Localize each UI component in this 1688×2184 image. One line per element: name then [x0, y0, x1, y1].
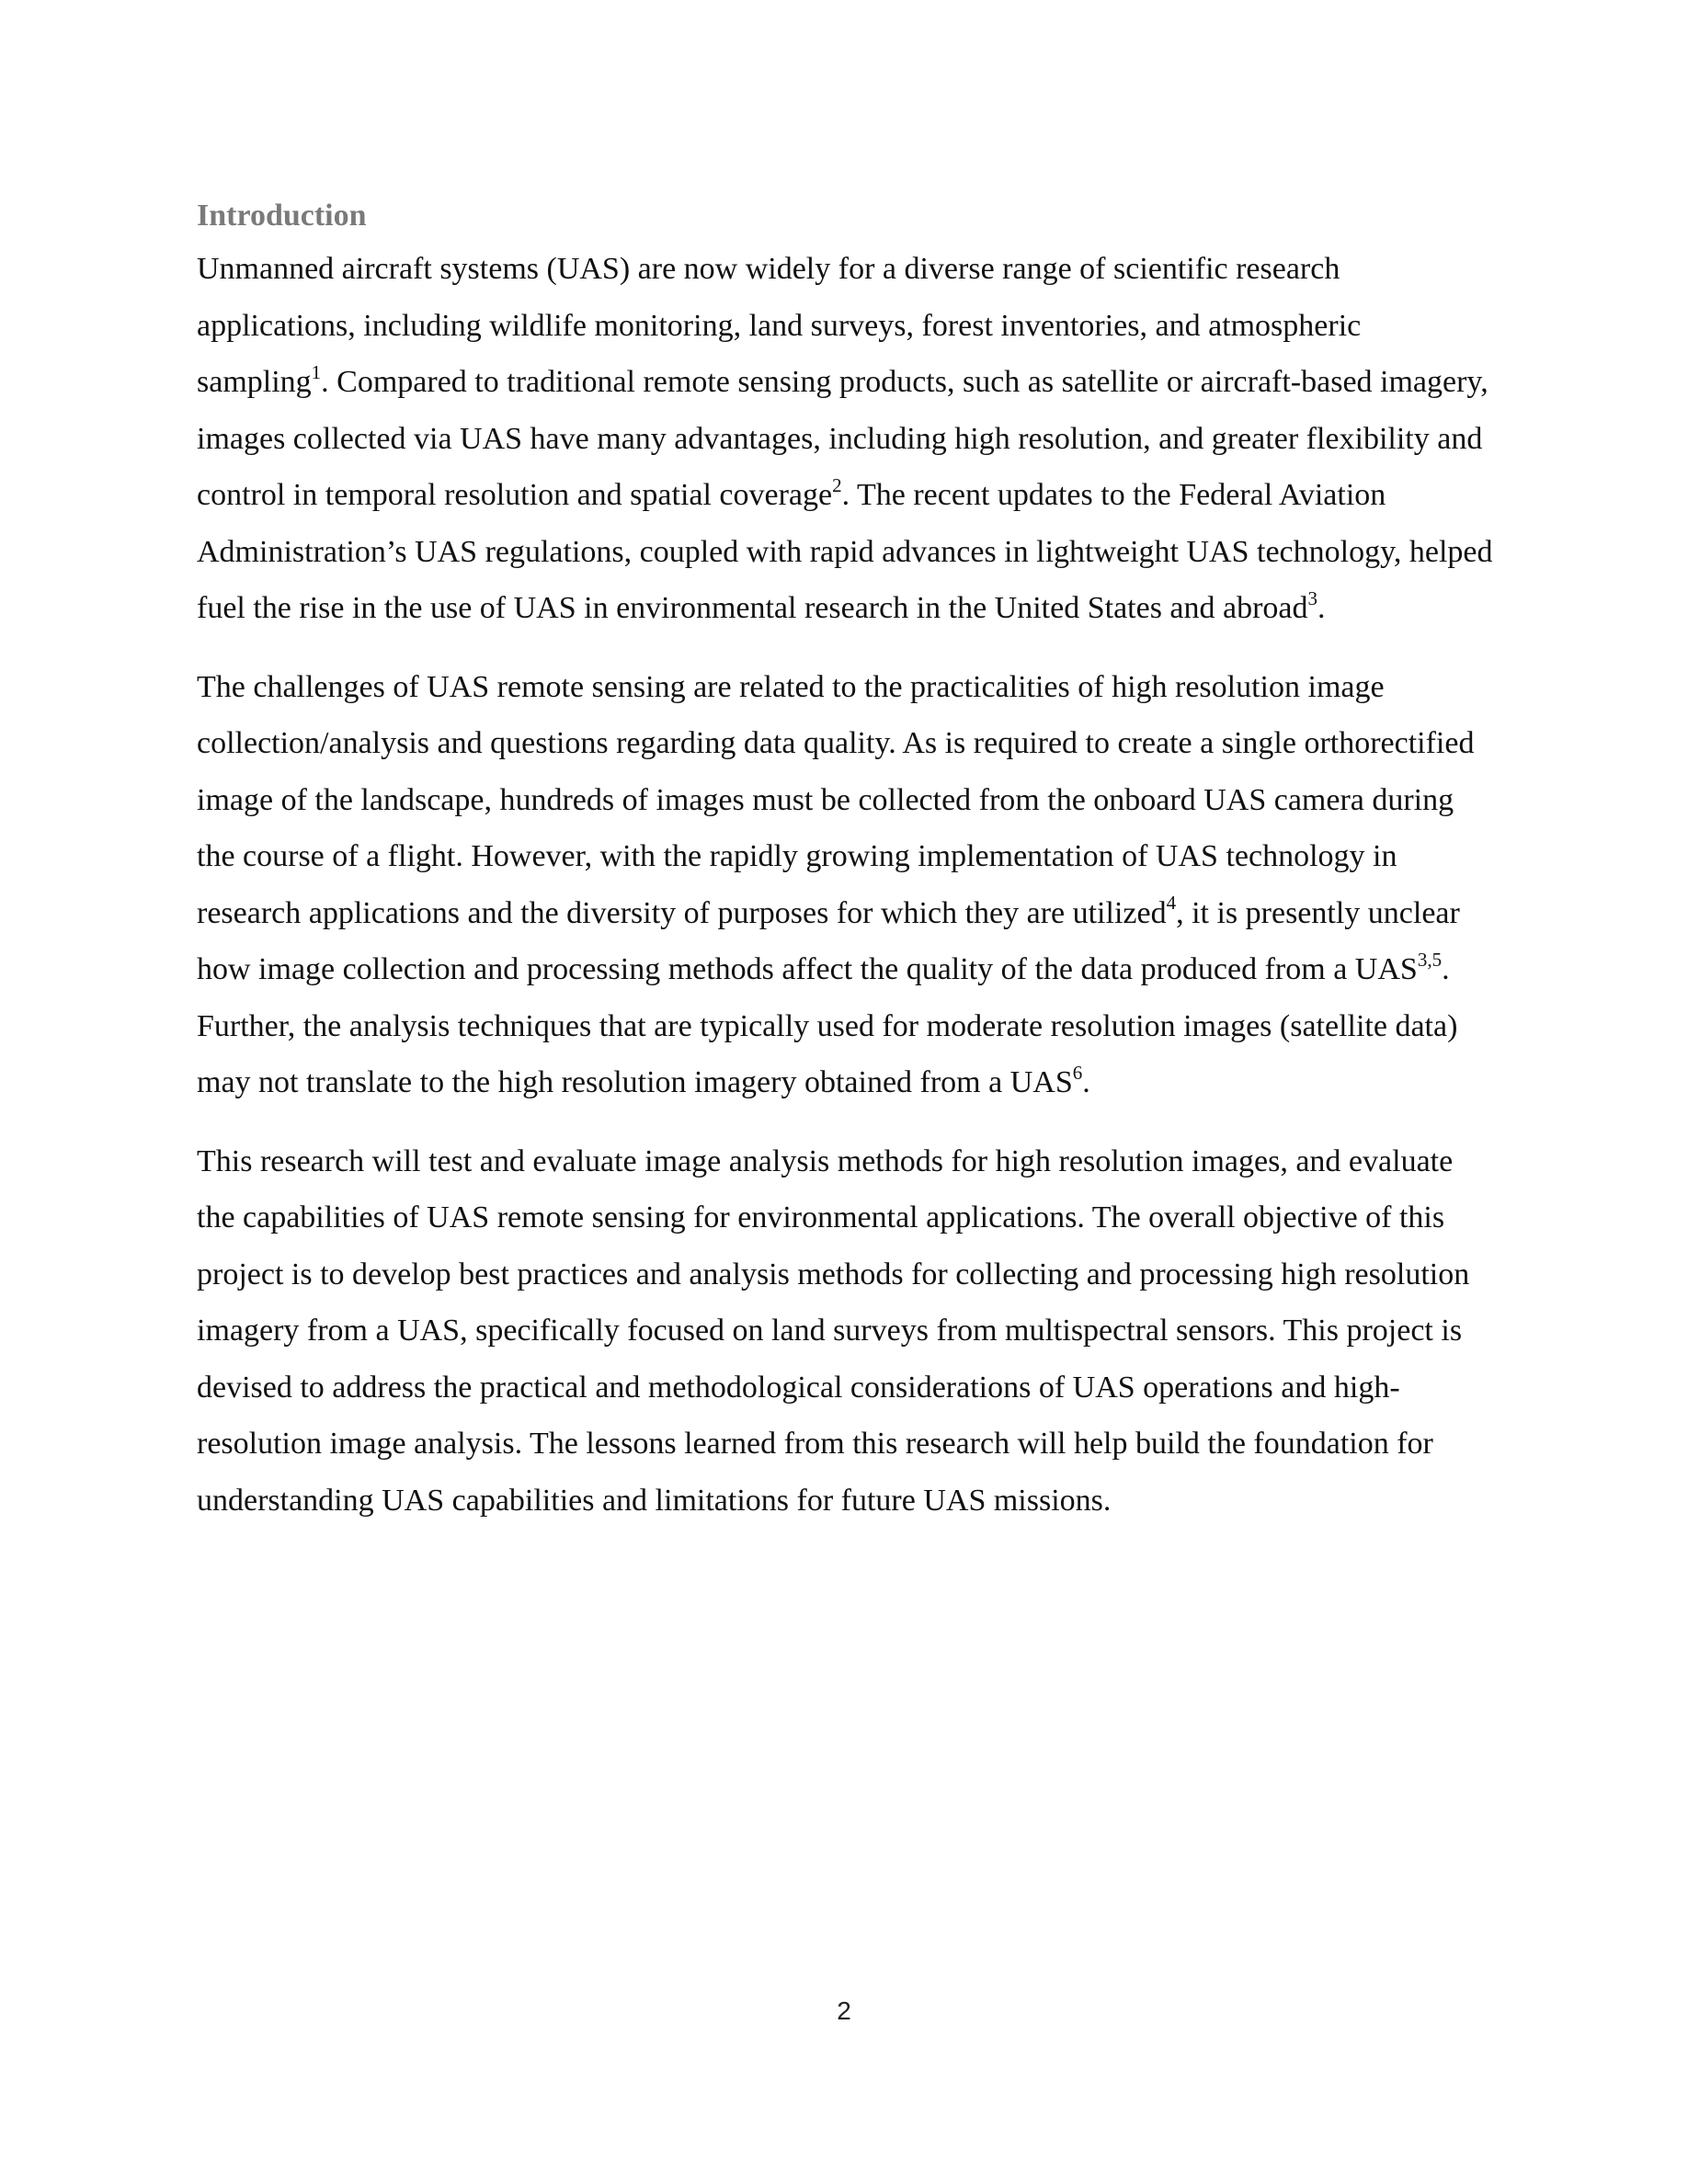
paragraph-text: . The recent updates to the Federal Aviation Administration’s UAS regulations, coupled with rapid advances in lightweight UAS technology, helped fuel the rise in the use of UAS in environmental research in the United States and abroad — [197, 478, 1493, 625]
paragraph-text: The challenges of UAS remote sensing are related to the practicalities of high resolution image collection/analysis and questions regarding data quality. As is required to create a single orthorectified image of the landscape, hundreds of images must be collected from the onboard UAS camera during the course of a flight. However, with the rapidly growing implementation of UAS technology in research applications and the diversity of purposes for which they are utilized — [197, 669, 1475, 930]
paragraph-text: . Compared to traditional remote sensing products, such as satellite or aircraft-based imagery, images collected via UAS have many advantages, including high resolution, and greater flexibility and control in temporal resolution and spatial coverage — [197, 365, 1488, 512]
paragraph-text: This research will test and evaluate image analysis methods for high resolution images, and evaluate the capabilities of UAS remote sensing for environmental applications. The overall objective of this project is to develop best practices and analysis methods for collecting and processing high resolution imagery from a UAS, specifically focused on land surveys from multispectral sensors. This project is devised to address the practical and methodological considerations of UAS operations and high-resolution image analysis. The lessons learned from this research will help build the foundation for understanding UAS capabilities and limitations for future UAS missions. — [197, 1143, 1470, 1518]
page-number: 2 — [837, 1996, 851, 2025]
paragraph-1 — [197, 241, 1493, 637]
citation-superscript: 3 — [1307, 586, 1318, 609]
citation-superscript: 2 — [832, 473, 842, 496]
paragraph-text: . Further, the analysis techniques that are typically used for moderate resolution images (satellite data) may not translate to the high resolution imagery obtained from a UAS — [197, 952, 1458, 1099]
paragraph-text: . — [1317, 591, 1326, 625]
paragraph-text: , it is presently unclear how image collection and processing methods affect the quality of the data produced from a UAS — [197, 895, 1460, 986]
citation-superscript: 1 — [311, 360, 322, 383]
paragraph-3 — [197, 1133, 1493, 1530]
citation-superscript: 4 — [1166, 892, 1177, 915]
paragraph-text: Unmanned aircraft systems (UAS) are now widely for a diverse range of scientific research applications, including wildlife monitoring, land surveys, forest inventories, and atmospheric sampling — [197, 252, 1362, 399]
citation-superscript: 3,5 — [1417, 948, 1443, 971]
paragraph-text: . — [1082, 1065, 1090, 1099]
citation-superscript: 6 — [1072, 1061, 1083, 1084]
section-heading: Introduction — [197, 199, 367, 233]
paragraph-2 — [197, 659, 1493, 1111]
body-text — [197, 191, 1493, 1551]
